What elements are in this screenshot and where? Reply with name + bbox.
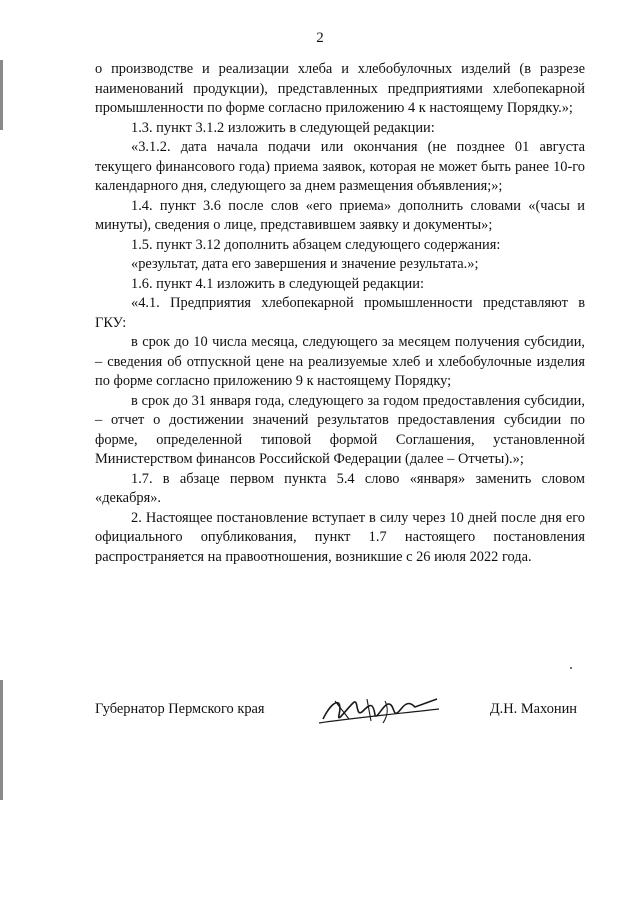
handwritten-signature — [315, 689, 445, 731]
signatory-name: Д.Н. Махонин — [489, 701, 577, 717]
page-number: 2 — [316, 30, 324, 46]
paragraph-1-4: 1.4. пункт 3.6 после слов «его приема» дополнить словами «(часы и минуты), сведения о лице, представившем заявку и документы»; — [95, 197, 585, 233]
paragraph-effective-date: 2. Настоящее постановление вступает в силу через 10 дней после дня его официального опубликования, пункт 1.7 настоящего постановления распространяется на правоотношения, возникшие с 26 июля 2022 года. — [95, 509, 585, 565]
stray-dot — [570, 667, 572, 669]
paragraph-1-6: 1.6. пункт 4.1 изложить в следующей редакции: — [131, 275, 424, 292]
left-edge-mark-top — [0, 60, 3, 130]
paragraph-1-5: 1.5. пункт 3.12 дополнить абзацем следующего содержания: — [131, 236, 501, 253]
left-edge-mark-bottom — [0, 680, 3, 800]
signatory-position: Губернатор Пермского края — [95, 701, 265, 717]
paragraph-3-1-2-text: «3.1.2. дата начала подачи или окончания (не позднее 01 августа текущего финансового года) приема заявок, которая не может быть ранее 10-го календарного дня, следующего за днем размещения объявления;»; — [95, 139, 585, 194]
paragraph-continuation: о производстве и реализации хлеба и хлебобулочных изделий (в разрезе наименований продукции), представленных предприятиями хлебопекарной промышленности по форме согласно приложению 4 к настоящему Порядку.»; — [95, 61, 585, 116]
paragraph-deadline-10: в срок до 10 числа месяца, следующего за месяцем получения субсидии, – сведения об отпускной цене на реализуемые хлеб и хлебобулочные изделия по форме согласно приложению 9 к настоящему Порядку; — [95, 334, 585, 389]
paragraph-1-3: 1.3. пункт 3.1.2 изложить в следующей редакции: — [131, 119, 435, 136]
paragraph-4-1-text: «4.1. Предприятия хлебопекарной промышленности представляют в ГКУ: — [95, 295, 585, 331]
signature-block — [95, 695, 585, 735]
paragraph-deadline-31: в срок до 31 января года, следующего за годом предоставления субсидии, – отчет о достижении значений результатов предоставления субсидии по форме, определенной типовой формой Соглашения, установленной Министерством финансов Российской Федерации (далее – Отчеты).»; — [95, 392, 585, 467]
document-body — [95, 60, 585, 567]
paragraph-1-7: 1.7. в абзаце первом пункта 5.4 слово «января» заменить словом «декабря». — [95, 470, 585, 506]
paragraph-result-text: «результат, дата его завершения и значение результата.»; — [131, 256, 479, 272]
